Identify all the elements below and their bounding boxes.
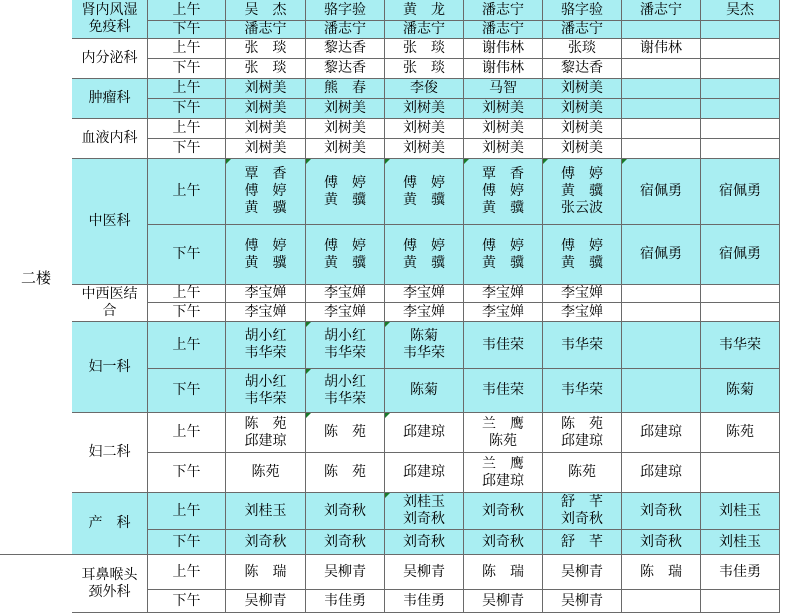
doctor-cell: [622, 369, 701, 413]
doctor-cell: [622, 119, 701, 139]
doctor-cell: 刘树美: [306, 119, 385, 139]
doctor-cell: 刘树美: [226, 99, 306, 119]
doctor-cell: 吴柳青: [385, 555, 464, 590]
doctor-cell: 谢伟林: [464, 59, 543, 79]
doctor-cell: [701, 21, 780, 39]
doctor-cell: 吴柳青: [464, 590, 543, 613]
doctor-cell: 邱建琼: [622, 453, 701, 493]
department-name: 妇二科: [72, 413, 148, 493]
doctor-cell: [701, 139, 780, 159]
doctor-cell: 陈 瑞: [226, 555, 306, 590]
doctor-cell: 刘树美: [306, 99, 385, 119]
doctor-cell: 韦佳勇: [385, 590, 464, 613]
doctor-cell: 陈苑: [543, 453, 622, 493]
department-name: 肿瘤科: [72, 79, 148, 119]
doctor-cell: 刘奇秋: [385, 530, 464, 555]
doctor-cell: 宿佩勇: [622, 225, 701, 285]
doctor-cell: 黎达香: [306, 39, 385, 59]
doctor-cell: 宿佩勇: [622, 159, 701, 225]
doctor-cell: 韦华荣: [701, 322, 780, 369]
session-label: 上午: [148, 322, 226, 369]
doctor-cell: 潘志宁: [464, 0, 543, 21]
doctor-cell: 陈苑: [701, 413, 780, 453]
doctor-cell: 傅 婷 黄 骥: [464, 225, 543, 285]
doctor-cell: 陈菊: [385, 369, 464, 413]
doctor-cell: 刘树美: [385, 119, 464, 139]
doctor-cell: [701, 99, 780, 119]
doctor-cell: [701, 39, 780, 59]
session-label: 下午: [148, 530, 226, 555]
doctor-cell: 李宝婵: [464, 303, 543, 322]
doctor-cell: 覃 香 傅 婷 黄 骥: [226, 159, 306, 225]
doctor-cell: [622, 59, 701, 79]
doctor-cell: 刘奇秋: [622, 530, 701, 555]
doctor-cell: 刘奇秋: [622, 493, 701, 530]
doctor-cell: 胡小红 韦华荣: [226, 369, 306, 413]
doctor-cell: 李俊: [385, 79, 464, 99]
doctor-cell: 刘树美: [385, 99, 464, 119]
doctor-cell: 潘志宁: [306, 21, 385, 39]
doctor-cell: 刘桂玉: [226, 493, 306, 530]
session-label: 下午: [148, 303, 226, 322]
doctor-cell: 刘树美: [226, 139, 306, 159]
doctor-cell: 刘树美: [543, 79, 622, 99]
session-label: 下午: [148, 139, 226, 159]
floor-label: 二楼: [0, 0, 73, 555]
doctor-cell: 李宝婵: [543, 285, 622, 303]
department-name: 中医科: [72, 159, 148, 285]
doctor-cell: 傅 婷 黄 骥: [385, 159, 464, 225]
doctor-cell: 韦佳荣: [464, 369, 543, 413]
doctor-cell: 傅 婷 黄 骥: [385, 225, 464, 285]
session-label: 上午: [148, 0, 226, 21]
doctor-cell: [701, 79, 780, 99]
doctor-cell: 刘树美: [543, 139, 622, 159]
session-label: 上午: [148, 119, 226, 139]
doctor-cell: 刘桂玉 刘奇秋: [385, 493, 464, 530]
doctor-cell: [701, 303, 780, 322]
doctor-cell: 张 琰: [385, 39, 464, 59]
department-name: 耳鼻喉头颈外科: [72, 555, 148, 613]
doctor-cell: 熊 春: [306, 79, 385, 99]
session-label: 下午: [148, 590, 226, 613]
doctor-cell: 黄 龙: [385, 0, 464, 21]
doctor-cell: 陈 瑞: [464, 555, 543, 590]
session-label: 上午: [148, 79, 226, 99]
doctor-cell: 宿佩勇: [701, 159, 780, 225]
doctor-cell: 兰 鹰 陈苑: [464, 413, 543, 453]
doctor-cell: 刘奇秋: [464, 493, 543, 530]
doctor-cell: 李宝婵: [543, 303, 622, 322]
doctor-cell: 傅 婷 黄 骥: [306, 225, 385, 285]
doctor-cell: 潘志宁: [385, 21, 464, 39]
doctor-cell: [622, 322, 701, 369]
doctor-cell: 刘奇秋: [226, 530, 306, 555]
doctor-cell: 陈 苑: [306, 413, 385, 453]
doctor-cell: 陈 苑 邱建琼: [543, 413, 622, 453]
session-label: 上午: [148, 285, 226, 303]
doctor-cell: 骆字验: [306, 0, 385, 21]
doctor-cell: [701, 453, 780, 493]
session-label: 下午: [148, 99, 226, 119]
session-label: 下午: [148, 453, 226, 493]
session-label: 上午: [148, 159, 226, 225]
doctor-cell: 刘树美: [306, 139, 385, 159]
doctor-cell: 舒 芊 刘奇秋: [543, 493, 622, 530]
doctor-cell: 吴柳青: [543, 555, 622, 590]
department-name: 中西医结合: [72, 285, 148, 322]
session-label: 上午: [148, 39, 226, 59]
doctor-cell: 刘奇秋: [306, 493, 385, 530]
doctor-cell: 潘志宁: [622, 0, 701, 21]
doctor-cell: 邱建琼: [385, 413, 464, 453]
doctor-cell: 宿佩勇: [701, 225, 780, 285]
doctor-cell: 傅 婷 黄 骥 张云波: [543, 159, 622, 225]
session-label: 下午: [148, 225, 226, 285]
doctor-cell: 韦华荣: [543, 369, 622, 413]
doctor-cell: 吴柳青: [306, 555, 385, 590]
doctor-cell: 陈苑: [226, 453, 306, 493]
doctor-cell: 刘树美: [385, 139, 464, 159]
doctor-cell: 吴柳青: [543, 590, 622, 613]
doctor-cell: 刘树美: [226, 79, 306, 99]
doctor-cell: 陈 瑞: [622, 555, 701, 590]
doctor-cell: 李宝婵: [385, 285, 464, 303]
doctor-cell: 潘志宁: [543, 21, 622, 39]
doctor-cell: 刘树美: [464, 119, 543, 139]
session-label: 下午: [148, 369, 226, 413]
doctor-cell: 刘树美: [543, 119, 622, 139]
doctor-cell: [622, 139, 701, 159]
doctor-cell: 韦佳勇: [701, 555, 780, 590]
session-label: 上午: [148, 555, 226, 590]
doctor-cell: 傅 婷 黄 骥: [306, 159, 385, 225]
doctor-cell: 兰 鹰 邱建琼: [464, 453, 543, 493]
doctor-cell: 舒 芊: [543, 530, 622, 555]
doctor-cell: 傅 婷 黄 骥: [226, 225, 306, 285]
doctor-cell: 陈菊: [701, 369, 780, 413]
session-label: 上午: [148, 413, 226, 453]
doctor-cell: 李宝婵: [226, 285, 306, 303]
doctor-cell: 刘桂玉: [701, 530, 780, 555]
doctor-cell: [701, 590, 780, 613]
department-name: 产 科: [72, 493, 148, 555]
doctor-cell: 韦佳荣: [464, 322, 543, 369]
doctor-cell: 吴 杰: [226, 0, 306, 21]
floor-divider: [0, 554, 72, 555]
doctor-cell: 刘桂玉: [701, 493, 780, 530]
doctor-cell: 李宝婵: [385, 303, 464, 322]
doctor-cell: 邱建琼: [622, 413, 701, 453]
doctor-cell: [622, 99, 701, 119]
doctor-cell: 刘奇秋: [464, 530, 543, 555]
session-label: 上午: [148, 493, 226, 530]
doctor-cell: 马智: [464, 79, 543, 99]
doctor-cell: 李宝婵: [306, 303, 385, 322]
doctor-cell: 张琰: [543, 39, 622, 59]
doctor-cell: 潘志宁: [226, 21, 306, 39]
doctor-cell: 陈菊 韦华荣: [385, 322, 464, 369]
doctor-cell: 陈 苑: [306, 453, 385, 493]
doctor-cell: 覃 香 傅 婷 黄 骥: [464, 159, 543, 225]
department-name: 内分泌科: [72, 39, 148, 79]
doctor-cell: 谢伟林: [464, 39, 543, 59]
doctor-cell: 刘奇秋: [306, 530, 385, 555]
doctor-cell: [622, 303, 701, 322]
doctor-cell: [622, 79, 701, 99]
department-name: 肾内风湿免疫科: [72, 0, 148, 39]
doctor-cell: 刘树美: [543, 99, 622, 119]
doctor-cell: 骆字验: [543, 0, 622, 21]
doctor-cell: [701, 119, 780, 139]
doctor-cell: [622, 21, 701, 39]
doctor-cell: [622, 285, 701, 303]
doctor-cell: 刘树美: [226, 119, 306, 139]
doctor-cell: 吴杰: [701, 0, 780, 21]
doctor-cell: 陈 苑 邱建琼: [226, 413, 306, 453]
doctor-cell: 刘树美: [464, 139, 543, 159]
doctor-cell: 李宝婵: [306, 285, 385, 303]
doctor-cell: 吴柳青: [226, 590, 306, 613]
doctor-cell: [701, 285, 780, 303]
doctor-cell: 黎达香: [543, 59, 622, 79]
doctor-cell: [622, 590, 701, 613]
doctor-cell: 谢伟林: [622, 39, 701, 59]
session-label: 下午: [148, 59, 226, 79]
doctor-cell: 张 琰: [226, 59, 306, 79]
doctor-cell: 韦华荣: [543, 322, 622, 369]
doctor-cell: 胡小红 韦华荣: [306, 322, 385, 369]
doctor-cell: 潘志宁: [464, 21, 543, 39]
doctor-cell: 张 琰: [385, 59, 464, 79]
doctor-cell: 胡小红 韦华荣: [306, 369, 385, 413]
doctor-cell: 傅 婷 黄 骥: [543, 225, 622, 285]
department-name: 妇一科: [72, 322, 148, 413]
doctor-cell: 黎达香: [306, 59, 385, 79]
doctor-cell: 邱建琼: [385, 453, 464, 493]
doctor-cell: 李宝婵: [464, 285, 543, 303]
department-name: 血液内科: [72, 119, 148, 159]
doctor-cell: 韦佳勇: [306, 590, 385, 613]
session-label: 下午: [148, 21, 226, 39]
doctor-cell: 李宝婵: [226, 303, 306, 322]
doctor-cell: 胡小红 韦华荣: [226, 322, 306, 369]
doctor-cell: 张 琰: [226, 39, 306, 59]
doctor-cell: [701, 59, 780, 79]
doctor-cell: 刘树美: [464, 99, 543, 119]
